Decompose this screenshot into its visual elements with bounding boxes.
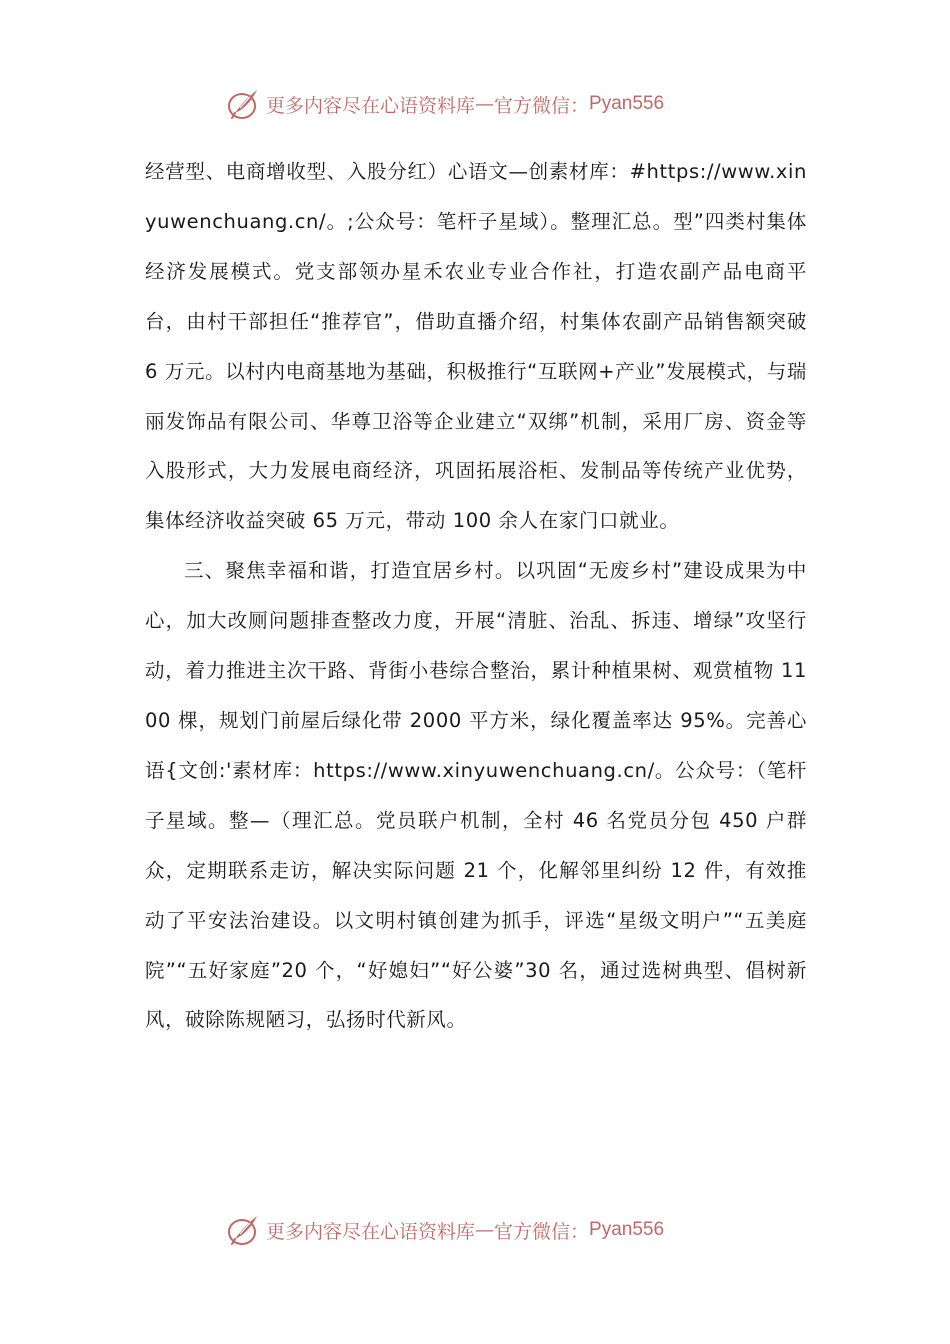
watermark-wechat-label: 官方微信：: [494, 1220, 590, 1243]
watermark-dash: —: [475, 93, 495, 115]
watermark-dash: —: [475, 1219, 495, 1241]
paragraph-2: 三、聚焦幸福和谐，打造宜居乡村。以巩固“无废乡村”建设成果为中心，加大改厕问题排查整改力度，开展“清脏、治乱、拆违、增绿”攻坚行动，着力推进主次干路、背街小巷综合整治，累计种植果树、观赏植物 1100 棵，规划门前屋后绿化带 2000 平方米，绿化覆盖率达 95%。完善心语{文创:'素材库：https://www.xinyuwenchuang.cn/。公众号：（笔杆子星域。整—（理汇总。党员联户机制，全村 46 名党员分包 450 户群众，定期联系走访，解决实际问题 21 个，化解邻里纠纷 12 件，有效推动了平安法治建设。以文明村镇创建为抓手，评选“星级文明户”“五美庭院”“五好家庭”20 个，“好媳妇”“好公婆”30 名，通过选树典型、倡树新风，破除陈规陋习，弘扬时代新风。: [145, 559, 807, 1032]
header-watermark: [226, 86, 664, 122]
paragraph-1: 经营型、电商增收型、入股分红）心语文—创素材库：#https://www.xinyuwenchuang.cn/。;公众号：笔杆子星域）。整理汇总。型”四类村集体经济发展模式。党支部领办星禾农业专业合作社，打造农副产品电商平台，由村干部担任“推荐官”，借助直播介绍，村集体农副产品销售额突破 6 万元。以村内电商基地为基础，积极推行“互联网+产业”发展模式，与瑞丽发饰品有限公司、华尊卫浴等企业建立“双绑”机制，采用厂房、资金等入股形式，大力发展电商经济，巩固拓展浴柜、发制品等传统产业优势，集体经济收益突破 65 万元，带动 100 余人在家门口就业。: [145, 160, 807, 533]
document-body: [145, 147, 807, 1045]
watermark-wechat-id: Pyan556: [589, 93, 665, 114]
watermark-wechat-label: 官方微信：: [494, 94, 590, 117]
footer-watermark: [226, 1212, 664, 1248]
watermark-title: 更多内容尽在心语资料库: [266, 1220, 476, 1243]
watermark-title: 更多内容尽在心语资料库: [266, 94, 476, 117]
quill-logo-icon: [226, 1212, 262, 1248]
quill-logo-icon: [226, 86, 262, 122]
watermark-wechat-id: Pyan556: [589, 1219, 665, 1240]
